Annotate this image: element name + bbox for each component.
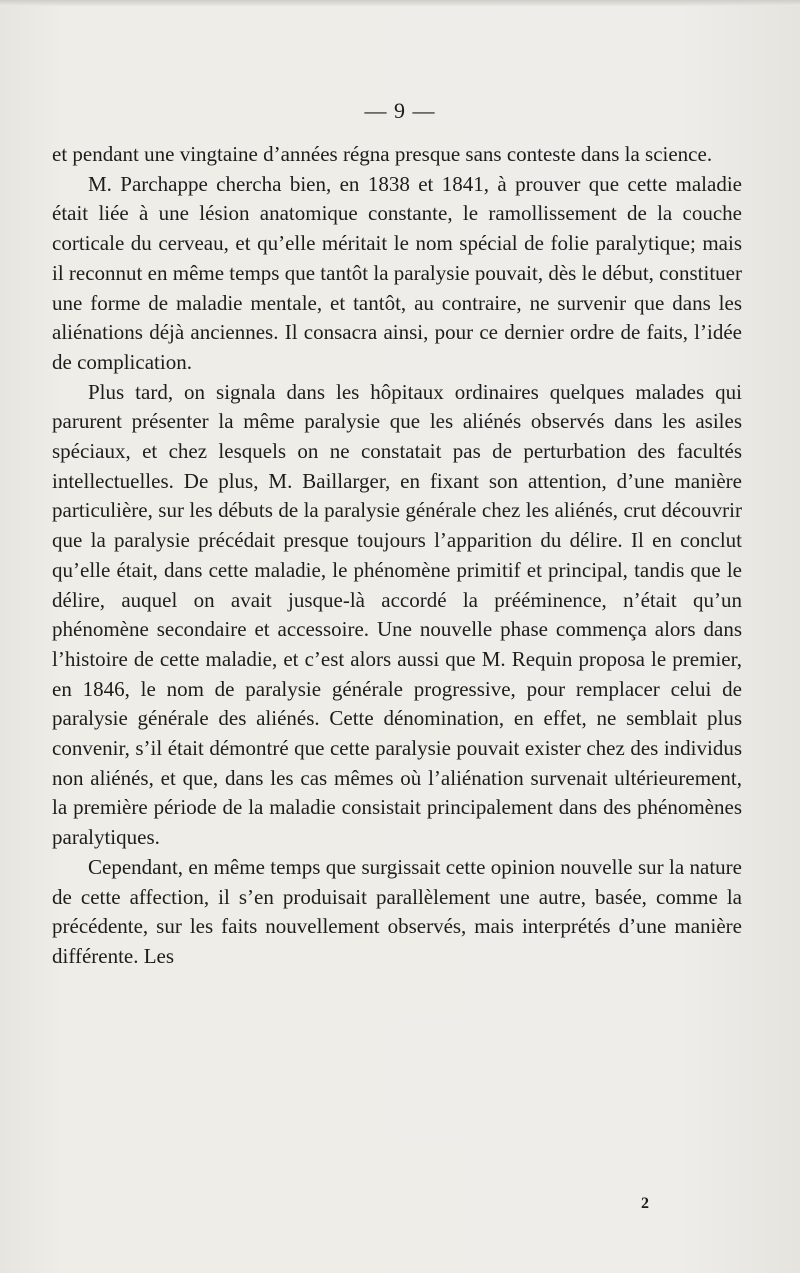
page-number: — 9 — xyxy=(364,98,436,123)
signature-mark: 2 xyxy=(641,1195,649,1212)
body-text xyxy=(52,140,742,972)
scan-edge xyxy=(0,0,800,6)
paragraph: et pendant une vingtaine d’années régna presque sans conteste dans la science. xyxy=(52,142,713,166)
paragraph: Cependant, en même temps que surgissait cette opinion nouvelle sur la nature de cette affection, il s’en produisait parallèlement une autre, basée, comme la précédente, sur les faits nouvellement observés, mais interprétés d’une manière différente. Les xyxy=(52,854,742,968)
paragraph: M. Parchappe chercha bien, en 1838 et 1841, à prouver que cette maladie était liée à une lésion anatomique constante, le ramollissement de la couche corticale du cerveau, et qu’elle méritait le nom spécial de folie paralytique; mais il reconnut en même temps que tantôt la paralysie pouvait, dès le début, constituer une forme de maladie mentale, et tantôt, au contraire, ne survenir que dans les aliénations déjà anciennes. Il consacra ainsi, pour ce dernier ordre de faits, l’idée de complication. xyxy=(52,171,742,374)
paragraph: Plus tard, on signala dans les hôpitaux ordinaires quelques malades qui parurent présenter la même paralysie que les aliénés observés dans les asiles spéciaux, et chez lesquels on ne constatait pas de perturbation des facultés intellectuelles. De plus, M. Baillarger, en fixant son attention, d’une manière particulière, sur les débuts de la paralysie générale chez les aliénés, crut découvrir que la paralysie précédait presque toujours l’apparition du délire. Il en conclut qu’elle était, dans cette maladie, le phénomène primitif et principal, tandis que le délire, auquel on avait jusque-là accordé la prééminence, n’était qu’un phénomène secondaire et accessoire. Une nouvelle phase commença alors dans l’histoire de cette maladie, et c’est alors aussi que M. Requin proposa le premier, en 1846, le nom de paralysie générale progressive, pour remplacer celui de paralysie générale des aliénés. Cette dénomination, en effet, ne semblait plus convenir, s’il était démontré que cette paralysie pouvait exister chez des individus non aliénés, et que, dans les cas mêmes où l’aliénation survenait ultérieurement, la première période de la maladie consistait principalement dans des phénomènes paralytiques. xyxy=(52,379,742,850)
